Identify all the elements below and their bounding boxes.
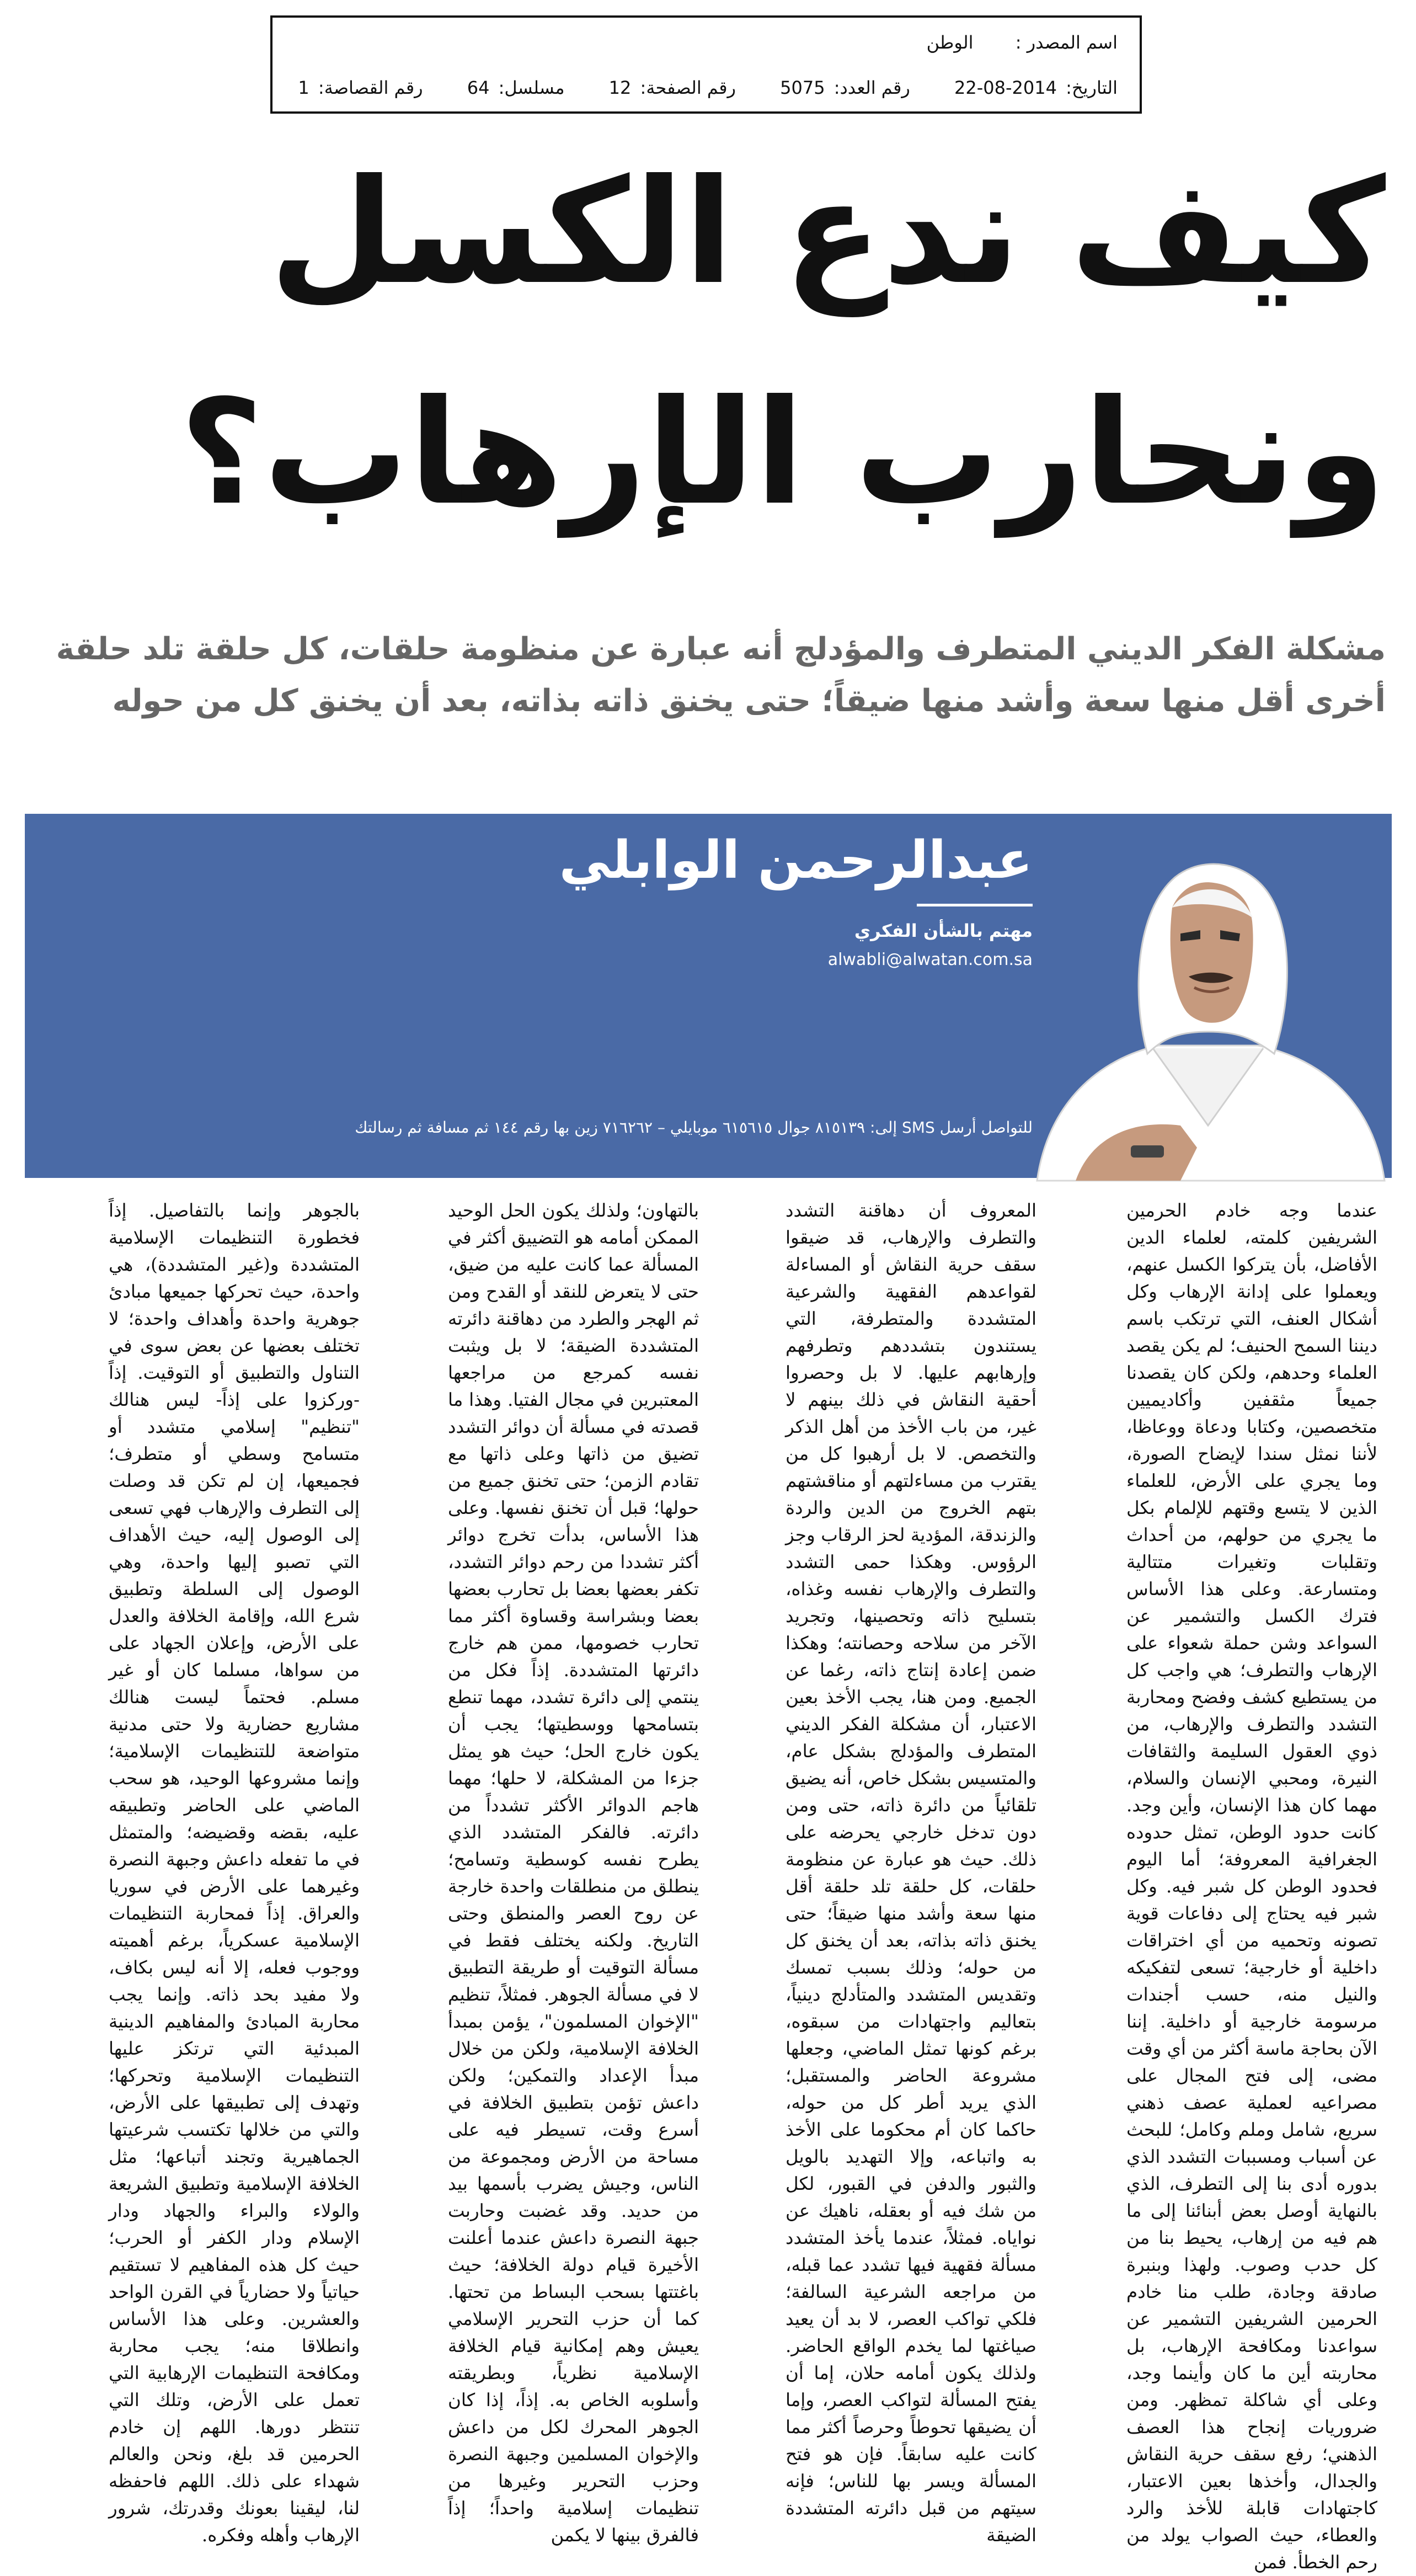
author-email[interactable]: alwabli@alwatan.com.sa xyxy=(827,950,1033,969)
source-label: اسم المصدر : xyxy=(1015,32,1118,53)
column-2-text: المعروف أن دهاقنة التشدد والتطرف والإرهاب، قد ضيقوا سقف حرية النقاش أو المساءلة لقواعدهم الفقهية والشرعية المتشددة والمتطرفة، التي يستندون بتشددهم وتطرفهم وإرهابهم عليها. لا بل وحصروا أحقية النقاش في ذلك بينهم لا غير، من باب الأخذ من أهل الذكر والتخصص. لا بل أرهبوا كل من يقترب من مساءلتهم أو مناقشتهم بتهم الخروج من الدين والردة والزندقة، المؤدية لحز الرقاب وجز الرؤوس. وهكذا حمى التشدد والتطرف والإرهاب نفسه وغذاه، بتسليح ذاته وتحصينها، وتجريد الآخر من سلاحه وحصانته؛ وهكذا ضمن إعادة إنتاج ذاته، رغما عن الجميع. ومن هنا، يجب الأخذ بعين الاعتبار، أن مشكلة الفكر الديني المتطرف والمؤدلج بشكل عام، والمتسيس بشكل خاص، أنه يضيق تلقائياً من دائرة ذاته، حتى ومن دون تدخل خارجي يحرضه على ذلك. حيث هو عبارة عن منظومة حلقات، كل حلقة تلد حلقة أقل منها سعة وأشد منها ضيقاً؛ حتى يخنق ذاته بذاته، بعد أن يخنق كل من حوله؛ وذلك بسبب تمسك وتقديس المتشدد والمتأدلج دينياً، بتعاليم واجتهادات من سبقوه، برغم كونها تمثل الماضي، وجعلها مشروعة الحاضر والمستقبل؛ الذي يريد أطر كل من حوله، حاكما كان أم محكوما على الأخذ به واتباعه، وإلا التهديد بالويل والثبور والدفن في القبور، لكل من شك فيه أو بعقله، ناهيك عن نواياه. فمثلاً، عندما يأخذ المتشدد مسألة فقهية فيها تشدد عما قبله، من مراجعه الشرعية السالفة؛ فلكي تواكب العصر، لا بد أن يعيد صياغتها لما يخدم الواقع الحاضر. ولذلك يكون أمامه حلان، إما أن يفتح المسألة لتواكب العصر، وإما أن يضيقها تحوطاً وحرصاً أكثر مما كانت عليه سابقاً. فإن هو فتح المسألة ويسر بها للناس؛ فإنه سيتهم من قبل دائرته المتشددة الضيقة xyxy=(786,1200,1036,2546)
date-label: التاريخ: xyxy=(1066,77,1118,98)
issue-label: رقم العدد: xyxy=(833,77,910,98)
issue-value: 5075 xyxy=(780,77,825,98)
source-value: الوطن xyxy=(926,32,974,53)
column-3-text: بالتهاون؛ ولذلك يكون الحل الوحيد الممكن أمامه هو التضييق أكثر في المسألة عما كانت عليه من ضيق، حتى لا يتعرض للنقد أو القدح ومن ثم الهجر والطرد من دهاقنة دائرته المتشددة الضيقة؛ لا بل ويثبت نفسه كمرجع من مراجعها المعتبرين في مجال الفتيا. وهذا ما قصدته في مسألة أن دوائر التشدد تضيق من ذاتها وعلى ذاتها مع تقادم الزمن؛ حتى تخنق جميع من حولها؛ قبل أن تخنق نفسها. وعلى هذا الأساس، بدأت تخرج دوائر أكثر تشددا من رحم دوائر التشدد، تكفر بعضها بعضا بل تحارب بعضها بعضا وبشراسة وقساوة أكثر مما تحارب خصومها، ممن هم خارج دائرتها المتشددة. إذاً فكل من ينتمي إلى دائرة تشدد، مهما تنطع بتسامحها ووسطيتها؛ يجب أن يكون خارج الحل؛ حيث هو يمثل جزءا من المشكلة، لا حلها؛ مهما هاجم الدوائر الأكثر تشدداً من دائرته. فالفكر المتشدد الذي يطرح نفسه كوسطية وتسامح؛ ينطلق من منطلقات واحدة خارجة عن روح العصر والمنطق وحتى التاريخ. ولكنه يختلف فقط في مسألة التوقيت أو طريقة التطبيق لا في مسألة الجوهر. فمثلاً، تنظيم "الإخوان المسلمون"، يؤمن بمبدأ الخلافة الإسلامية، ولكن من خلال مبدأ الإعداد والتمكين؛ ولكن داعش تؤمن بتطبيق الخلافة في أسرع وقت، تسيطر فيه على مساحة من الأرض ومجموعة من الناس، وجيش يضرب بأسمها بيد من حديد. وقد غضبت وحاربت جبهة النصرة داعش عندما أعلنت الأخيرة قيام دولة الخلافة؛ حيث باغتتها بسحب البساط من تحتها. كما أن حزب التحرير الإسلامي يعيش وهم إمكانية قيام الخلافة الإسلامية نظرياً، وبطريقته وأسلوبه الخاص به. إذاً، إذا كان الجوهر المحرك لكل من داعش والإخوان المسلمين وجبهة النصرة وحزب التحرير وغيرها من تنظيمات إسلامية واحداً؛ إذاً فالفرق بينها لا يكمن xyxy=(448,1200,699,2546)
clip-label: رقم القصاصة: xyxy=(318,77,423,98)
author-photo xyxy=(1015,794,1401,1181)
article-column-4 xyxy=(109,1197,360,2546)
serial-label: مسلسل: xyxy=(498,77,565,98)
page-value: 12 xyxy=(608,77,632,98)
article-column-1 xyxy=(1126,1197,1377,2573)
article-deck: مشكلة الفكر الديني المتطرف والمؤدلج أنه عبارة عن منظومة حلقات، كل حلقة تلد حلقة أخرى أقل منها سعة وأشد منها ضيقاً؛ حتى يخنق ذاته بذاته، بعد أن يخنق كل من حوله xyxy=(56,631,1386,719)
author-name: عبدالرحمن الوابلي xyxy=(559,830,1033,890)
article-column-3 xyxy=(448,1197,699,2546)
author-divider xyxy=(917,904,1033,906)
headline-line-1: كيف ندع الكسل xyxy=(269,148,1386,316)
serial-value: 64 xyxy=(467,77,490,98)
author-role: مهتم بالشأن الفكري xyxy=(854,920,1033,941)
column-1-text: عندما وجه خادم الحرمين الشريفين كلمته، لعلماء الدين الأفاضل، بأن يتركوا الكسل عنهم، ويعملوا على إدانة الإرهاب وكل أشكال العنف، التي ترتكب باسم ديننا السمح الحنيف؛ لم يكن يقصد العلماء وحدهم، ولكن كان يقصدنا جميعاً مثقفين وأكاديميين متخصصين، وكتابا ودعاة ووعاظا، لأننا نمثل سندا لإيضاح الصورة، وما يجري على الأرض، للعلماء الذين لا يتسع وقتهم للإلمام بكل ما يجري من حولهم، من أحداث وتقلبات وتغيرات متتالية ومتسارعة. وعلى هذا الأساس فترك الكسل والتشمير عن السواعد وشن حملة شعواء على الإرهاب والتطرف؛ هي واجب كل من يستطيع كشف وفضح ومحاربة التشدد والتطرف والإرهاب، من ذوي العقول السليمة والثقافات النيرة، ومحبي الإنسان والسلام، مهما كان هذا الإنسان، وأين وجد. كانت حدود الوطن، تمثل حدوده الجغرافية المعروفة؛ أما اليوم فحدود الوطن كل شبر فيه. وكل شبر فيه يحتاج إلى دفاعات قوية تصونه وتحميه من أي اختراقات داخلية أو خارجية؛ تسعى لتفكيكه والنيل منه، حسب أجندات مرسومة خارجية أو داخلية. إننا الآن بحاجة ماسة أكثر من أي وقت مضى، إلى فتح المجال على مصراعيه لعملية عصف ذهني سريع، شامل وملم وكامل؛ للبحث عن أسباب ومسببات التشدد الذي بدوره أدى بنا إلى التطرف، الذي بالنهاية أوصل بعض أبنائنا إلى ما هم فيه من إرهاب، يحيط بنا من كل حدب وصوب. ولهذا وبنبرة صادقة وجادة، طلب منا خادم الحرمين الشريفين التشمير عن سواعدنا ومكافحة الإرهاب، بل محاربته أين ما كان وأينما وجد، وعلى أي شاكلة تمظهر. ومن ضروريات إنجاح هذا العصف الذهني؛ رفع سقف حرية النقاش والجدال، وأخذها بعين الاعتبار، كاجتهادات قابلة للأخذ والرد والعطاء، حيث الصواب يولد من رحم الخطأ. فمن xyxy=(1126,1200,1377,2573)
date-value: 22-08-2014 xyxy=(954,77,1057,98)
issue-line xyxy=(295,77,1118,98)
sms-contact-line: للتواصل أرسل SMS إلى: ٨١٥١٣٩ جوال ٦١٥٦١٥ موبايلي – ٧١٦٢٦٢ زين بها رقم ١٤٤ ثم مسافة ثم رسالتك xyxy=(355,1118,1033,1137)
clip-value: 1 xyxy=(298,77,309,98)
article-column-2 xyxy=(786,1197,1036,2546)
source-info-box xyxy=(270,15,1142,114)
headline-line-2: ونحارب الإرهاب؟ xyxy=(179,369,1386,537)
page-label: رقم الصفحة: xyxy=(640,77,736,98)
column-4-text: بالجوهر وإنما بالتفاصيل. إذاً فخطورة التنظيمات الإسلامية المتشددة و(غير المتشددة)، هي واحدة، حيث تحركها جميعها مبادئ جوهرية واحدة وأهداف واحدة؛ لا تختلف بعضها عن بعض سوى في التناول والتطبيق أو التوقيت. إذاً -وركزوا على إذاً- ليس هنالك "تنظيم" إسلامي متشدد أو متسامح وسطي أو متطرف؛ فجميعها، إن لم تكن قد وصلت إلى التطرف والإرهاب فهي تسعى إلى الوصول إليه، حيث الأهداف التي تصبو إليها واحدة، وهي الوصول إلى السلطة وتطبيق شرع الله، وإقامة الخلافة والعدل على الأرض، وإعلان الجهاد على من سواها، مسلما كان أو غير مسلم. فحتماً ليست هنالك مشاريع حضارية ولا حتى مدنية متواضعة للتنظيمات الإسلامية؛ وإنما مشروعها الوحيد، هو سحب الماضي على الحاضر وتطبيقه عليه، بقضه وقضيضه؛ والمتمثل في ما تفعله داعش وجبهة النصرة وغيرهما على الأرض في سوريا والعراق. إذاً فمحاربة التنظيمات الإسلامية عسكرياً، برغم أهميته ووجوب فعله، إلا أنه ليس بكاف، ولا مفيد بحد ذاته. وإنما يجب محاربة المبادئ والمفاهيم الدينية المبدئية التي ترتكز عليها التنظيمات الإسلامية وتحركها؛ وتهدف إلى تطبيقها على الأرض، والتي من خلالها تكتسب شرعيتها الجماهيرية وتجند أتباعها؛ مثل الخلافة الإسلامية وتطبيق الشريعة والولاء والبراء والجهاد ودار الإسلام ودار الكفر أو الحرب؛ حيث كل هذه المفاهيم لا تستقيم حياتياً ولا حضارياً في القرن الواحد والعشرين. وعلى هذا الأساس وانطلاقا منه؛ يجب محاربة ومكافحة التنظيمات الإرهابية التي تعمل على الأرض، وتلك التي تنتظر دورها. اللهم إن خادم الحرمين قد بلغ، ونحن والعالم شهداء على ذلك. اللهم فاحفظه لنا، ليقينا بعونك وقدرتك، شرور الإرهاب وأهله وفكره. xyxy=(109,1200,360,2546)
source-line xyxy=(923,32,1118,53)
